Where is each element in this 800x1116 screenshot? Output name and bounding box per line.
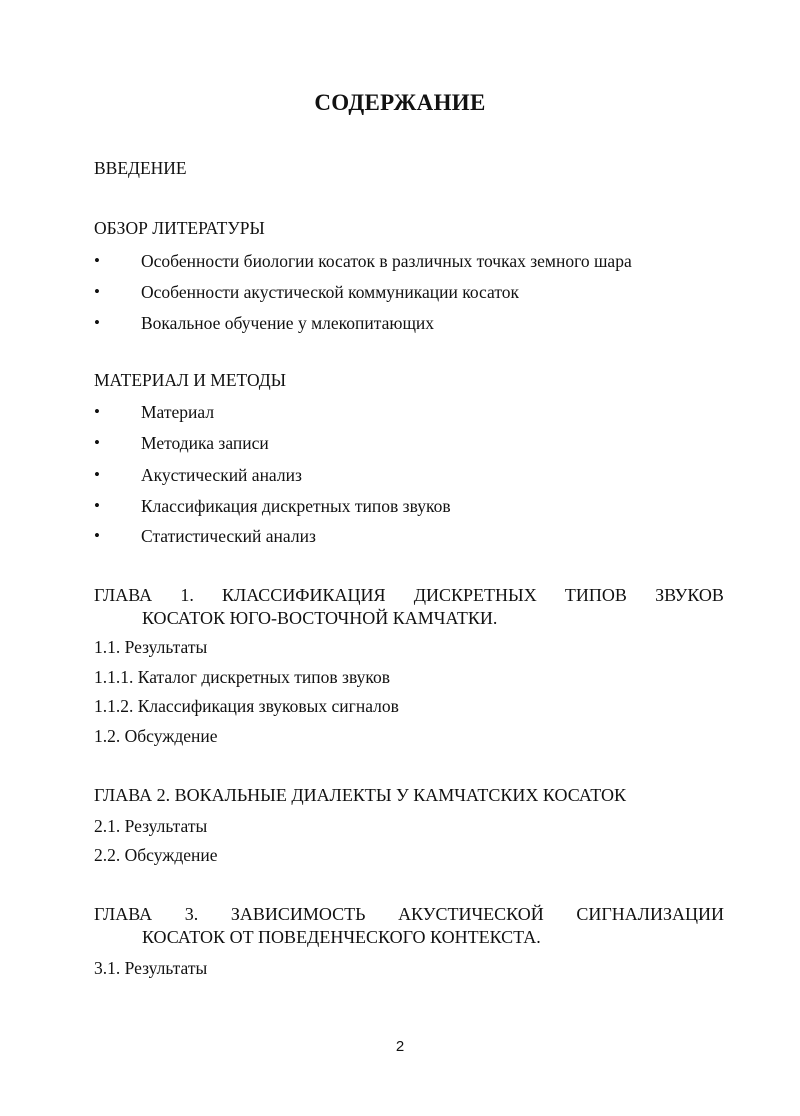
- page-title: СОДЕРЖАНИЕ: [314, 90, 486, 115]
- heading-word: КЛАССИФИКАЦИЯ: [221, 585, 386, 605]
- heading-word: ГЛАВА: [94, 904, 153, 924]
- toc-list-item-label: Особенности биологии косаток в различных точках земного шара: [141, 251, 632, 271]
- bullet-icon: •: [94, 402, 100, 421]
- bullet-icon: •: [94, 526, 100, 545]
- toc-list-item-label: Статистический анализ: [141, 526, 316, 546]
- toc-section: 2.2. Обсуждение: [94, 845, 218, 865]
- toc-section: 1.2. Обсуждение: [94, 726, 218, 746]
- toc-section: 2.1. Результаты: [94, 816, 208, 836]
- page-number: 2: [395, 1038, 405, 1055]
- toc-section: 3.1. Результаты: [94, 958, 208, 978]
- toc-intro: ВВЕДЕНИЕ: [94, 158, 187, 178]
- heading-word: 3.: [184, 904, 199, 924]
- toc-chapter3-heading: [94, 904, 724, 925]
- bullet-icon: •: [94, 313, 100, 332]
- heading-word: ТИПОВ: [564, 585, 627, 605]
- toc-list-item-label: Акустический анализ: [141, 465, 302, 485]
- heading-word: ЗАВИСИМОСТЬ: [230, 904, 366, 924]
- toc-list-item-label: Вокальное обучение у млекопитающих: [141, 313, 435, 333]
- heading-word: 1.: [180, 585, 194, 605]
- toc-list-item-label: Классификация дискретных типов звуков: [141, 496, 451, 516]
- toc-section: 1.1.2. Классификация звуковых сигналов: [94, 696, 399, 716]
- heading-word: ГЛАВА: [94, 585, 153, 605]
- bullet-icon: •: [94, 433, 100, 452]
- heading-word: АКУСТИЧЕСКОЙ: [398, 904, 544, 924]
- toc-chapter1-heading: [94, 585, 724, 606]
- heading-word: ДИСКРЕТНЫХ: [413, 585, 537, 605]
- toc-section: 1.1. Результаты: [94, 637, 208, 657]
- toc-chapter3-heading-continuation: КОСАТОК ОТ ПОВЕДЕНЧЕСКОГО КОНТЕКСТА.: [142, 927, 541, 947]
- bullet-icon: •: [94, 282, 100, 301]
- heading-word: СИГНАЛИЗАЦИИ: [576, 904, 724, 924]
- toc-section: 1.1.1. Каталог дискретных типов звуков: [94, 667, 390, 687]
- toc-lit-review-heading: ОБЗОР ЛИТЕРАТУРЫ: [94, 218, 265, 238]
- toc-methods-heading: МАТЕРИАЛ И МЕТОДЫ: [94, 370, 286, 390]
- toc-list-item-label: Особенности акустической коммуникации косаток: [141, 282, 519, 302]
- bullet-icon: •: [94, 251, 100, 270]
- bullet-icon: •: [94, 496, 100, 515]
- bullet-icon: •: [94, 465, 100, 484]
- heading-word: ЗВУКОВ: [655, 585, 724, 605]
- toc-list-item-label: Материал: [141, 402, 215, 422]
- toc-list-item-label: Методика записи: [141, 433, 269, 453]
- toc-chapter1-heading-continuation: КОСАТОК ЮГО-ВОСТОЧНОЙ КАМЧАТКИ.: [142, 608, 498, 628]
- toc-chapter2-heading: ГЛАВА 2. ВОКАЛЬНЫЕ ДИАЛЕКТЫ У КАМЧАТСКИХ КОСАТОК: [94, 785, 626, 805]
